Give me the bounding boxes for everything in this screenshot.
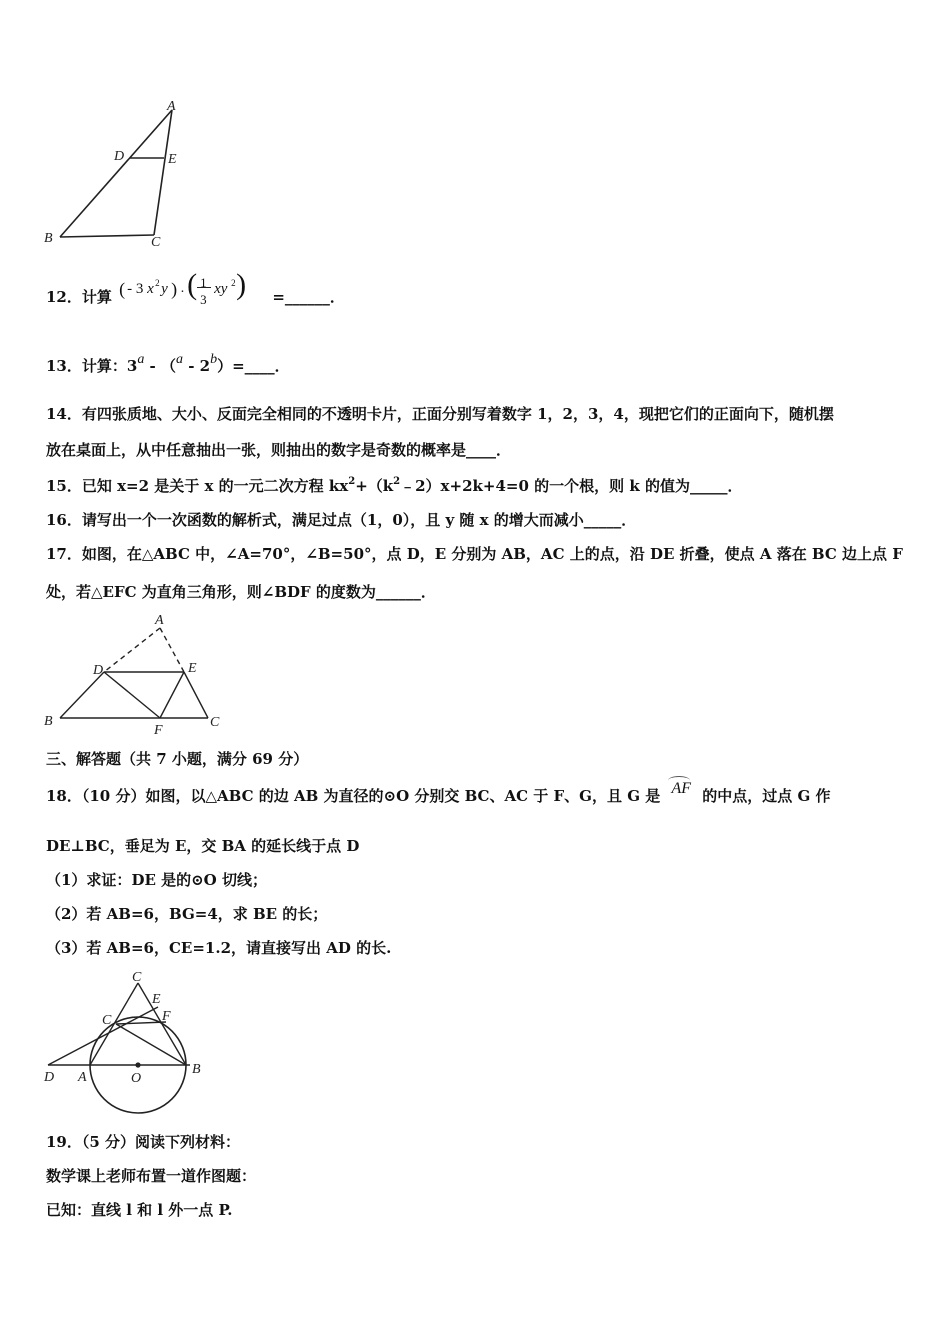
q12-prefix: 12．计算 [46,288,112,306]
label-a: A [78,1070,87,1085]
segment-ab [60,110,172,237]
q12-sq1: 2 [155,278,160,288]
label-d: D [93,663,104,678]
q13-prefix: 13．计算：3 [46,357,138,375]
segment-ec [184,672,208,718]
segment-df [104,672,160,718]
q12-rparen: ) [171,279,178,299]
q18-line1-text-b: 的中点，过点 G 作 [702,787,831,805]
segment-bc [60,235,154,237]
label-d: D [44,1070,55,1085]
figure-triangle-de [40,95,200,255]
q12-denominator: 3 [200,292,207,307]
label-c: C [151,235,161,250]
q13-minus: - （ [144,357,176,375]
question-16: 16．请写出一个一次函数的解析式，满足过点（1，0），且 y 随 x 的增大而减小_____． [46,511,637,529]
question-13 [46,352,290,378]
label-e: E [152,992,161,1007]
figure-fold-triangle [40,608,240,738]
q18-line1-text: 18．（10 分）如图，以△ABC 的边 AB 为直径的⊙O 分别交 BC、AC 于 F、G，且 G 是 [46,787,661,805]
q12-x: x [147,281,154,297]
q13-exp-a: a [137,352,145,367]
q13-exp-b: b [210,352,218,367]
q12-dot: · [180,285,185,300]
segment-gf [116,1022,166,1024]
q18-arc-af [665,779,697,799]
q18-arc-label: AF [671,780,692,797]
q18-arc-mark [668,776,690,785]
center-point [135,1062,140,1067]
label-e: E [188,661,197,676]
segment-cb [138,983,186,1065]
label-e: E [168,152,177,167]
question-17-line-1: 17．如图，在△ABC 中，∠A=70°，∠B=50°，点 D，E 分别为 AB，AC 上的点，沿 DE 折叠，使点 A 落在 BC 边上点 F [46,545,903,563]
figure-triangle-de-svg [40,95,200,255]
question-18-line-1 [46,780,831,807]
question-15 [46,476,742,499]
q13-a: a [175,352,183,367]
question-12 [46,268,345,320]
segment-ef [160,672,184,718]
question-19-line-1: 19．（5 分）阅读下列材料： [46,1133,241,1151]
q12-numerator: 1 [200,275,207,290]
segment-ac [154,110,172,235]
q13-mid: - 2 [182,357,211,375]
question-14-line-2: 放在桌面上，从中任意抽出一张，则抽出的数字是奇数的概率是____． [46,441,512,459]
figure-circle [40,965,220,1120]
label-a: A [155,613,164,628]
figure-fold-triangle-svg [40,608,240,738]
q12-minus-three: - 3 [127,281,144,297]
q12-expression [117,268,267,314]
q12-xy: xy [214,281,228,297]
q12-suffix: =______． [272,288,345,306]
question-19-line-3: 已知：直线 l 和 l 外一点 P. [46,1201,233,1219]
label-b: B [192,1062,201,1077]
dashed-ad [104,628,160,672]
question-18-sub-2: （2）若 AB=6，BG=4，求 BE 的长； [46,905,328,923]
q15-part2: +（k [355,477,394,495]
q12-sq2: 2 [231,278,236,288]
label-o: O [131,1071,142,1086]
question-18-line-2: DE⊥BC，垂足为 E，交 BA 的延长线于点 D [46,837,360,855]
segment-gb [116,1024,186,1065]
label-c-mid: C [102,1013,112,1028]
q12-bigparen-right: ) [236,268,247,301]
q12-bigparen-left: ( [187,268,198,301]
q13-suffix: ）=____． [217,357,290,375]
q12-lparen: ( [119,279,126,299]
q15-part1: 15．已知 x=2 是关于 x 的一元二次方程 kx [46,477,349,495]
figure-circle-svg [40,965,220,1120]
q12-y: y [161,281,168,297]
segment-bd [60,672,104,718]
question-18-sub-1: （1）求证：DE 是的⊙O 切线； [46,871,267,889]
dashed-ae [160,628,184,672]
label-b: B [44,231,53,246]
section-3-heading: 三、解答题（共 7 小题，满分 69 分） [46,750,309,768]
question-14-line-1: 14．有四张质地、大小、反面完全相同的不透明卡片，正面分别写着数字 1，2，3，4，现把它们的正面向下，随机摆 [46,405,834,423]
question-19-line-2: 数学课上老师布置一道作图题： [46,1167,257,1185]
label-d: D [114,149,125,164]
question-17-line-2: 处，若△EFC 为直角三角形，则∠BDF 的度数为______． [46,583,436,601]
q15-part3: ﹣2）x+2k+4=0 的一个根，则 k 的值为_____． [400,477,743,495]
label-c: C [210,715,220,730]
label-c-top: C [132,970,142,985]
label-b: B [44,714,53,729]
question-18-sub-3: （3）若 AB=6，CE=1.2，请直接写出 AD 的长. [46,939,392,957]
q15-sup1: 2 [348,476,356,487]
label-f: F [162,1009,171,1024]
label-a: A [167,99,176,114]
label-f: F [154,723,163,738]
q15-sup2: 2 [393,476,401,487]
